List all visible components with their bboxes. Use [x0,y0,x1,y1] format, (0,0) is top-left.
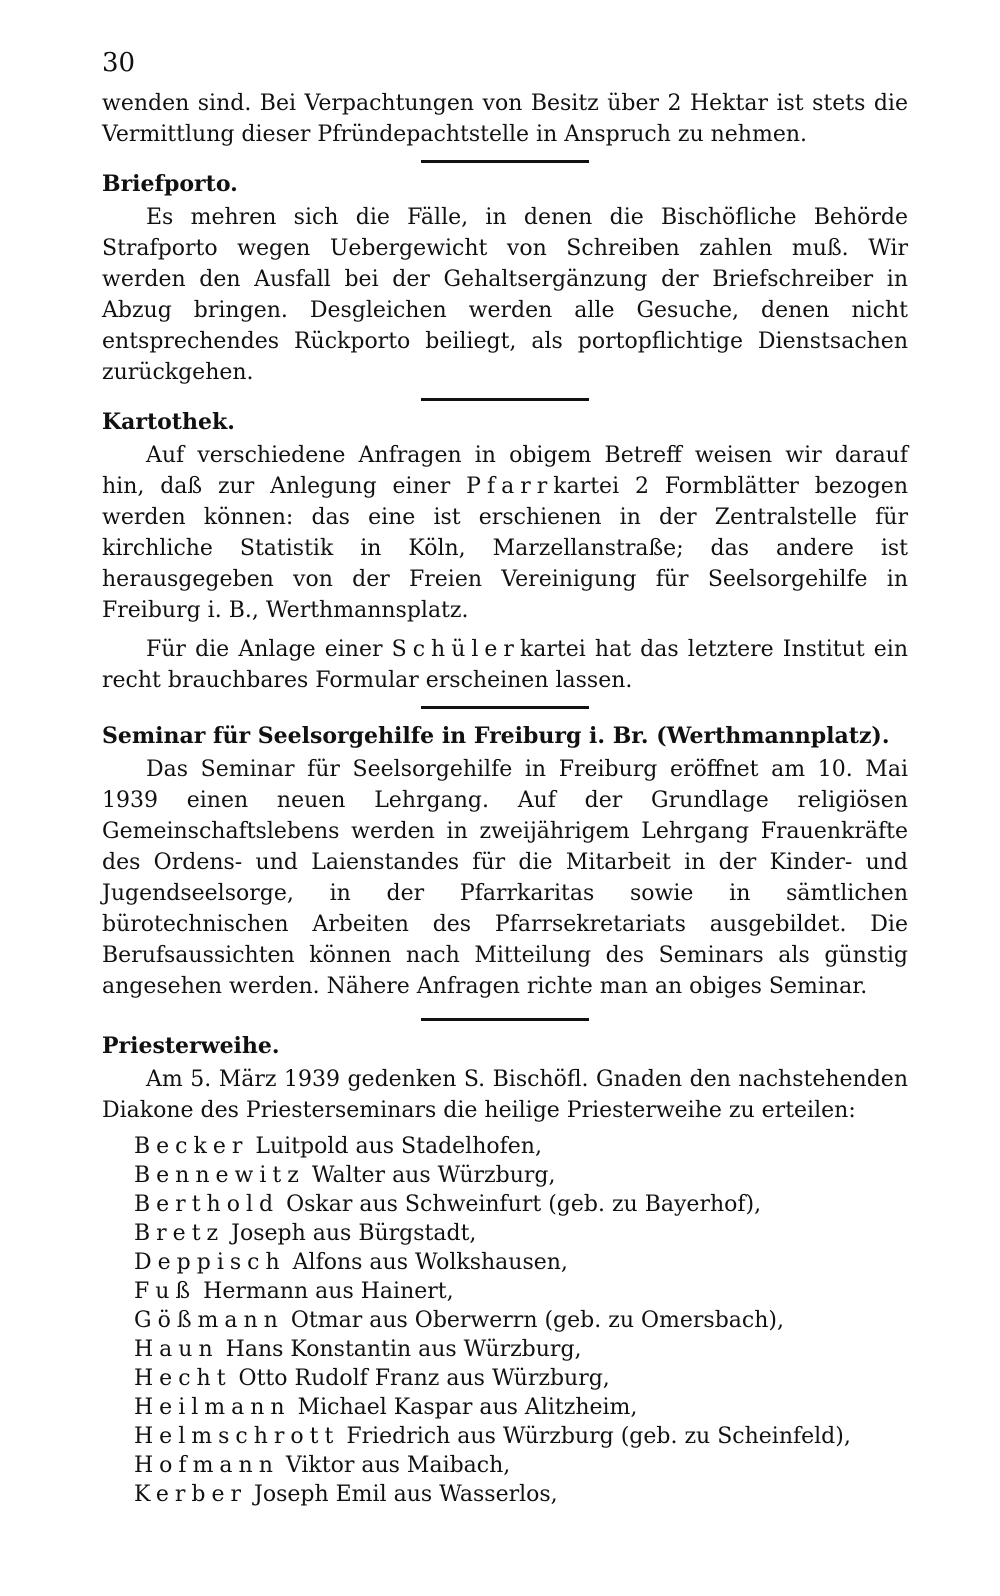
list-item [134,1132,908,1161]
name-details: Otmar aus Oberwerrn (geb. zu Omersbach), [290,1308,784,1333]
surname: Deppisch [134,1250,286,1275]
name-details: Joseph Emil aus Wasserlos, [254,1482,558,1507]
name-details: Viktor aus Maibach, [285,1453,511,1478]
list-item [134,1248,908,1277]
paragraph-priesterweihe: Am 5. März 1939 gedenken S. Bischöfl. Gnaden den nachstehenden Diakone des Priesterseminars die heilige Priesterweihe zu erteilen: [102,1067,908,1123]
text-run: Auf verschiedene Anfragen in obigem Betreff weisen wir darauf hin, daß zur Anlegung einer [102,443,908,499]
section-divider [421,706,589,709]
heading-priesterweihe: Priesterweihe. [102,1033,280,1059]
name-details: Friedrich aus Würzburg (geb. zu Scheinfeld), [346,1424,851,1449]
surname: Kerber [134,1482,247,1507]
heading-seminar: Seminar für Seelsorgehilfe in Freiburg i. Br. (Werthmannplatz). [102,723,890,749]
surname: Becker [134,1134,249,1159]
list-item [134,1364,908,1393]
paragraph-kartothek-2 [102,634,908,696]
name-details: Hermann aus Hainert, [203,1279,454,1304]
list-item [134,1393,908,1422]
surname: Berthold [134,1192,280,1217]
intro-paragraph: wenden sind. Bei Verpachtungen von Besitz über 2 Hektar ist stets die Vermittlung dieser Pfründepachtstelle in Anspruch zu nehmen. [102,91,908,147]
spaced-word: Schüler [391,637,520,662]
section-divider [421,398,589,401]
paragraph-seminar: Das Seminar für Seelsorgehilfe in Freiburg eröffnet am 10. Mai 1939 einen neuen Lehrgang. Auf der Grundlage religiösen Gemeinschaftslebens werden in zweijährigem Lehrgang Frauenkräfte des Ordens- und Laienstandes für die Mitarbeit in der Kinder- und Jugendseelsorge, in der Pfarrkaritas sowie in sämtlichen bürotechnischen Arbeiten des Pfarrsekretariats ausgebildet. Die Berufsaussichten können nach Mitteilung des Seminars als günstig angesehen werden. Nähere Anfragen richte man an obiges Seminar. [102,757,908,999]
ordination-list [134,1132,908,1509]
text-run: Für die Anlage einer [146,637,392,662]
text-run: kartei hat das letztere Institut ein recht brauchbares Formular erscheinen lassen. [102,637,908,693]
list-item [134,1335,908,1364]
surname: Haun [134,1337,219,1362]
list-item [134,1422,908,1451]
surname: Bennewitz [134,1163,305,1188]
list-item [134,1480,908,1509]
name-details: Hans Konstantin aus Würzburg, [225,1337,582,1362]
surname: Fuß [134,1279,197,1304]
name-details: Otto Rudolf Franz aus Würzburg, [238,1366,610,1391]
surname: Bretz [134,1221,225,1246]
list-item [134,1451,908,1480]
heading-briefporto: Briefporto. [102,171,238,197]
name-details: Walter aus Würzburg, [311,1163,556,1188]
section-divider [421,1018,589,1021]
surname: Heilmann [134,1395,291,1420]
name-details: Michael Kaspar aus Alitzheim, [297,1395,638,1420]
text-run: kartei 2 Formblätter bezogen werden können: das eine ist erschienen in der Zentralstelle für kirchliche Statistik in Köln, Marzellanstraße; das andere ist herausgegeben von der Freien Vereinigung für Seelsorgehilfe in Freiburg i. B., Werthmannsplatz. [102,474,908,623]
list-item [134,1219,908,1248]
list-item [134,1277,908,1306]
list-item [134,1306,908,1335]
heading-kartothek: Kartothek. [102,409,235,435]
name-details: Joseph aus Bürgstadt, [231,1221,477,1246]
list-item [134,1190,908,1219]
surname: Gößmann [134,1308,284,1333]
paragraph-kartothek-1 [102,440,908,626]
name-details: Oskar aus Schweinfurt (geb. zu Bayerhof), [286,1192,762,1217]
list-item [134,1161,908,1190]
name-details: Alfons aus Wolkshausen, [292,1250,568,1275]
spaced-word: Pfarr [466,474,554,499]
surname: Hecht [134,1366,232,1391]
page-number: 30 [102,48,136,78]
section-divider [421,160,589,163]
paragraph-briefporto: Es mehren sich die Fälle, in denen die Bischöfliche Behörde Strafporto wegen Uebergewicht von Schreiben zahlen muß. Wir werden den Ausfall bei der Gehaltsergänzung der Briefschreiber in Abzug bringen. Desgleichen werden alle Gesuche, denen nicht entsprechendes Rückporto beiliegt, als portopflichtige Dienstsachen zurückgehen. [102,205,908,385]
surname: Helmschrott [134,1424,340,1449]
name-details: Luitpold aus Stadelhofen, [255,1134,542,1159]
surname: Hofmann [134,1453,279,1478]
